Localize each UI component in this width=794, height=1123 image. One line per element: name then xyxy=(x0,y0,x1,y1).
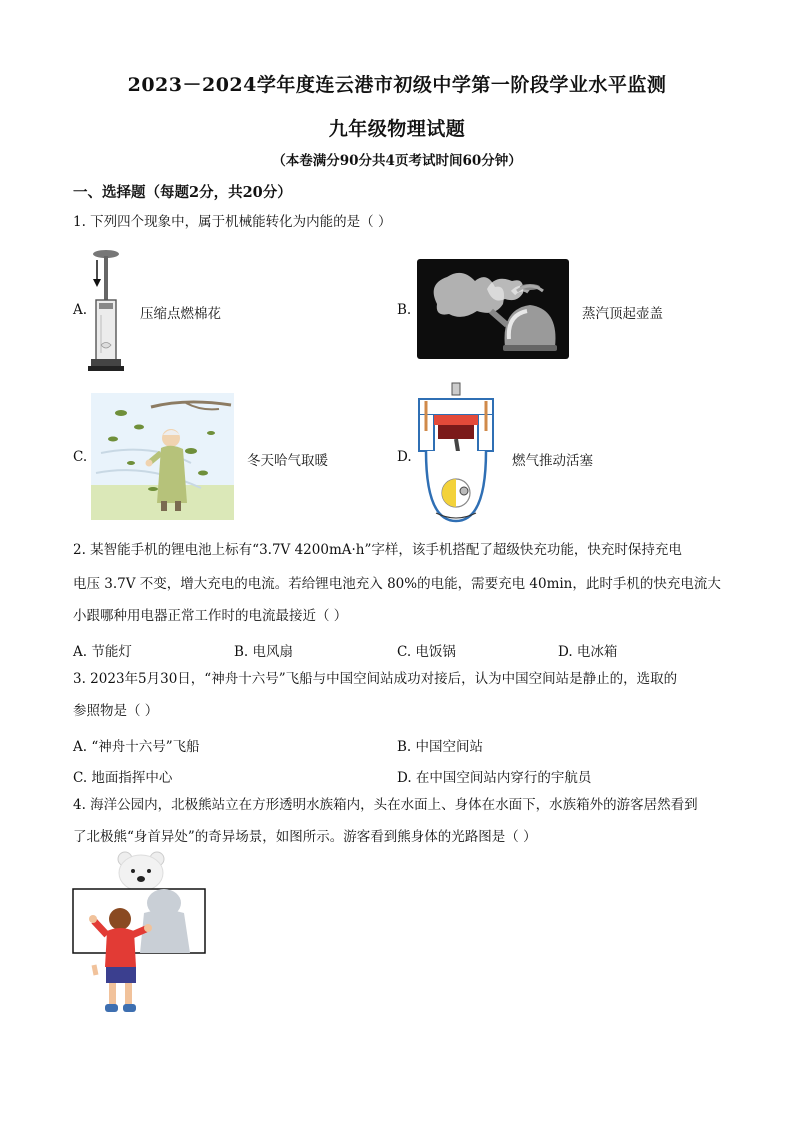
steaming-kettle-icon xyxy=(417,259,569,359)
q2-option-d: D. 电冰箱 xyxy=(558,644,618,660)
q1-option-c-text: 冬天哈气取暖 xyxy=(247,453,328,469)
q1-option-a-text: 压缩点燃棉花 xyxy=(140,306,221,322)
q1-option-b-letter: B. xyxy=(397,302,412,318)
q1-option-d-text: 燃气推动活塞 xyxy=(512,453,593,469)
q3-option-b: B. 中国空间站 xyxy=(397,739,484,755)
question-3-line-2: 参照物是（ ） xyxy=(73,703,159,719)
exam-title: 2023－2024学年度连云港市初级中学第一阶段学业水平监测 xyxy=(127,74,667,96)
question-2-line-1: 2. 某智能手机的锂电池上标有“3.7V 4200mA·h”字样，该手机搭配了超级快充功能，快充时保持充电 xyxy=(73,542,682,558)
question-4-line-1: 4. 海洋公园内，北极熊站立在方形透明水族箱内，头在水面上、身体在水面下，水族箱外的游客居然看到 xyxy=(73,797,698,813)
q1-option-a-letter: A. xyxy=(73,302,88,318)
q1-option-b-text: 蒸汽顶起壶盖 xyxy=(582,306,663,322)
q2-option-c: C. 电饭锅 xyxy=(397,644,456,660)
engine-cylinder-icon xyxy=(416,381,496,526)
exam-subtitle: 九年级物理试题 xyxy=(328,118,466,140)
q3-option-c: C. 地面指挥中心 xyxy=(73,770,173,786)
section-heading: 一、选择题（每题2分，共20分） xyxy=(73,184,292,201)
question-4-line-2: 了北极熊“身首异处”的奇异场景，如图所示。游客看到熊身体的光路图是（ ） xyxy=(73,829,537,845)
question-2-line-2: 电压 3.7V 不变，增大充电的电流。若给锂电池充入 80%的电能，需要充电 40min，此时手机的快充电流大 xyxy=(73,576,721,592)
bear-aquarium-icon xyxy=(72,851,208,1017)
piston-cylinder-icon xyxy=(86,245,126,373)
q2-option-b: B. 电风扇 xyxy=(234,644,294,660)
question-3-line-1: 3. 2023年5月30日，“神舟十六号”飞船与中国空间站成功对接后，认为中国空间站是静止的，选取的 xyxy=(73,671,678,687)
exam-note: （本卷满分90分共4页考试时间60分钟） xyxy=(272,153,522,169)
man-in-wind-icon xyxy=(91,393,234,520)
q3-option-a: A. “神舟十六号”飞船 xyxy=(73,739,200,755)
question-2-line-3: 小跟哪种用电器正常工作时的电流最接近（ ） xyxy=(73,608,348,624)
q3-option-d: D. 在中国空间站内穿行的宇航员 xyxy=(397,770,592,786)
q1-option-c-letter: C. xyxy=(73,449,88,465)
q1-option-d-letter: D. xyxy=(397,449,412,465)
question-1-stem: 1. 下列四个现象中，属于机械能转化为内能的是（ ） xyxy=(73,214,392,230)
q2-option-a: A. 节能灯 xyxy=(73,644,132,660)
